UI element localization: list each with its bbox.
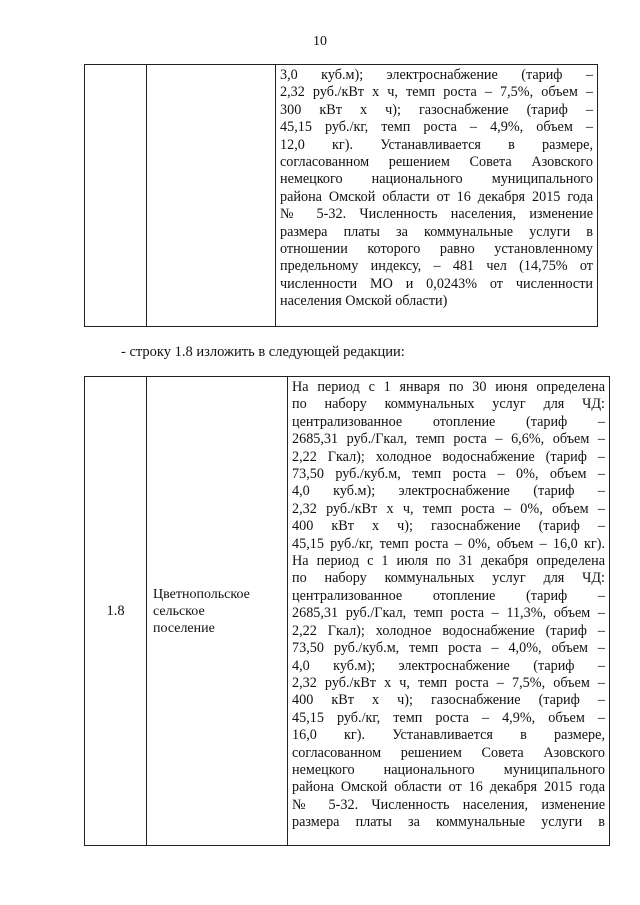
text-line: № 5-32. Численность населения, изменение — [292, 796, 605, 813]
text-line: по набору коммунальных услуг для ЧД: — [292, 396, 605, 413]
text-line: согласованном решением Совета Азовского — [292, 744, 605, 761]
text-line: 45,15 руб./кг, темп роста – 4,9%, объем – — [292, 709, 605, 726]
text-line: № 5-32. Численность населения, изменение — [280, 206, 593, 223]
text-line: 4,0 куб.м); электроснабжение (тариф – — [292, 657, 605, 674]
text-line: предельному индексу, – 481 чел (14,75% от — [280, 258, 593, 275]
text-line: 73,50 руб./куб.м, темп роста – 4,0%, объем – — [292, 640, 605, 657]
settlement-name-line: сельское — [153, 603, 205, 619]
description-text — [288, 377, 609, 835]
text-line: 16,0 кг). Устанавливается в размере, — [292, 727, 605, 744]
row-1-8-table — [84, 376, 610, 846]
text-line: 45,15 руб./кг, темп роста – 0%, объем – 16,0 кг). — [292, 535, 605, 552]
text-line: 2,22 Гкал); холодное водоснабжение (тариф – — [292, 448, 605, 465]
text-line: по набору коммунальных услуг для ЧД: — [292, 570, 605, 587]
text-line: 45,15 руб./кг, темп роста – 4,9%, объем – — [280, 119, 593, 136]
text-line: численности МО и 0,0243% от численности — [280, 275, 593, 292]
description-text — [276, 65, 597, 314]
text-line: размера платы за коммунальные услуги в — [292, 814, 605, 831]
text-line: немецкого национального муниципального — [280, 171, 593, 188]
settlement-name — [153, 586, 281, 637]
page-number: 10 — [313, 34, 327, 49]
text-line: 73,50 руб./куб.м, темп роста – 0%, объем – — [292, 466, 605, 483]
text-line: 2,32 руб./кВт х ч, темп роста – 0%, объем – — [292, 500, 605, 517]
text-line: 300 кВт х ч); газоснабжение (тариф – — [280, 101, 593, 118]
text-line: централизованное отопление (тариф – — [292, 413, 605, 430]
text-line: 2,22 Гкал); холодное водоснабжение (тариф – — [292, 622, 605, 639]
text-line: централизованное отопление (тариф – — [292, 587, 605, 604]
text-line: размера платы за коммунальные услуги в — [280, 223, 593, 240]
settlement-cell — [147, 377, 288, 846]
continuation-table — [84, 64, 598, 327]
description-cell — [276, 65, 598, 327]
text-line: 2,32 руб./кВт х ч, темп роста – 7,5%, объем – — [292, 674, 605, 691]
row-number-cell: 1.8 — [85, 377, 147, 846]
text-line: 2,32 руб./кВт х ч, темп роста – 7,5%, объем – — [280, 84, 593, 101]
table-row — [85, 377, 610, 846]
amendment-instruction: - строку 1.8 изложить в следующей редакции: — [121, 344, 405, 360]
text-line: немецкого национального муниципального — [292, 761, 605, 778]
text-line: На период с 1 июля по 31 декабря определена — [292, 553, 605, 570]
description-cell — [288, 377, 610, 846]
text-line: 2685,31 руб./Гкал, темп роста – 11,3%, объем – — [292, 605, 605, 622]
text-line: 3,0 куб.м); электроснабжение (тариф – — [280, 67, 593, 83]
text-line: 12,0 кг). Устанавливается в размере, — [280, 136, 593, 153]
settlement-name-line: поселение — [153, 620, 215, 636]
text-line: согласованном решением Совета Азовского — [280, 154, 593, 171]
text-line: населения Омской области) — [280, 293, 448, 310]
text-line: На период с 1 января по 30 июня определена — [292, 379, 605, 395]
text-line: 2685,31 руб./Гкал, темп роста – 6,6%, объем – — [292, 431, 605, 448]
text-line: отношении которого равно установленному — [280, 241, 593, 258]
text-line: района Омской области от 16 декабря 2015 года — [280, 188, 593, 205]
settlement-name-line: Цветнопольское — [153, 586, 250, 602]
table-row — [85, 65, 598, 327]
text-line: 400 кВт х ч); газоснабжение (тариф – — [292, 692, 605, 709]
text-line: района Омской области от 16 декабря 2015 года — [292, 779, 605, 796]
settlement-cell — [147, 65, 276, 327]
text-line: 4,0 куб.м); электроснабжение (тариф – — [292, 483, 605, 500]
text-line: 400 кВт х ч); газоснабжение (тариф – — [292, 518, 605, 535]
row-number-cell — [85, 65, 147, 327]
